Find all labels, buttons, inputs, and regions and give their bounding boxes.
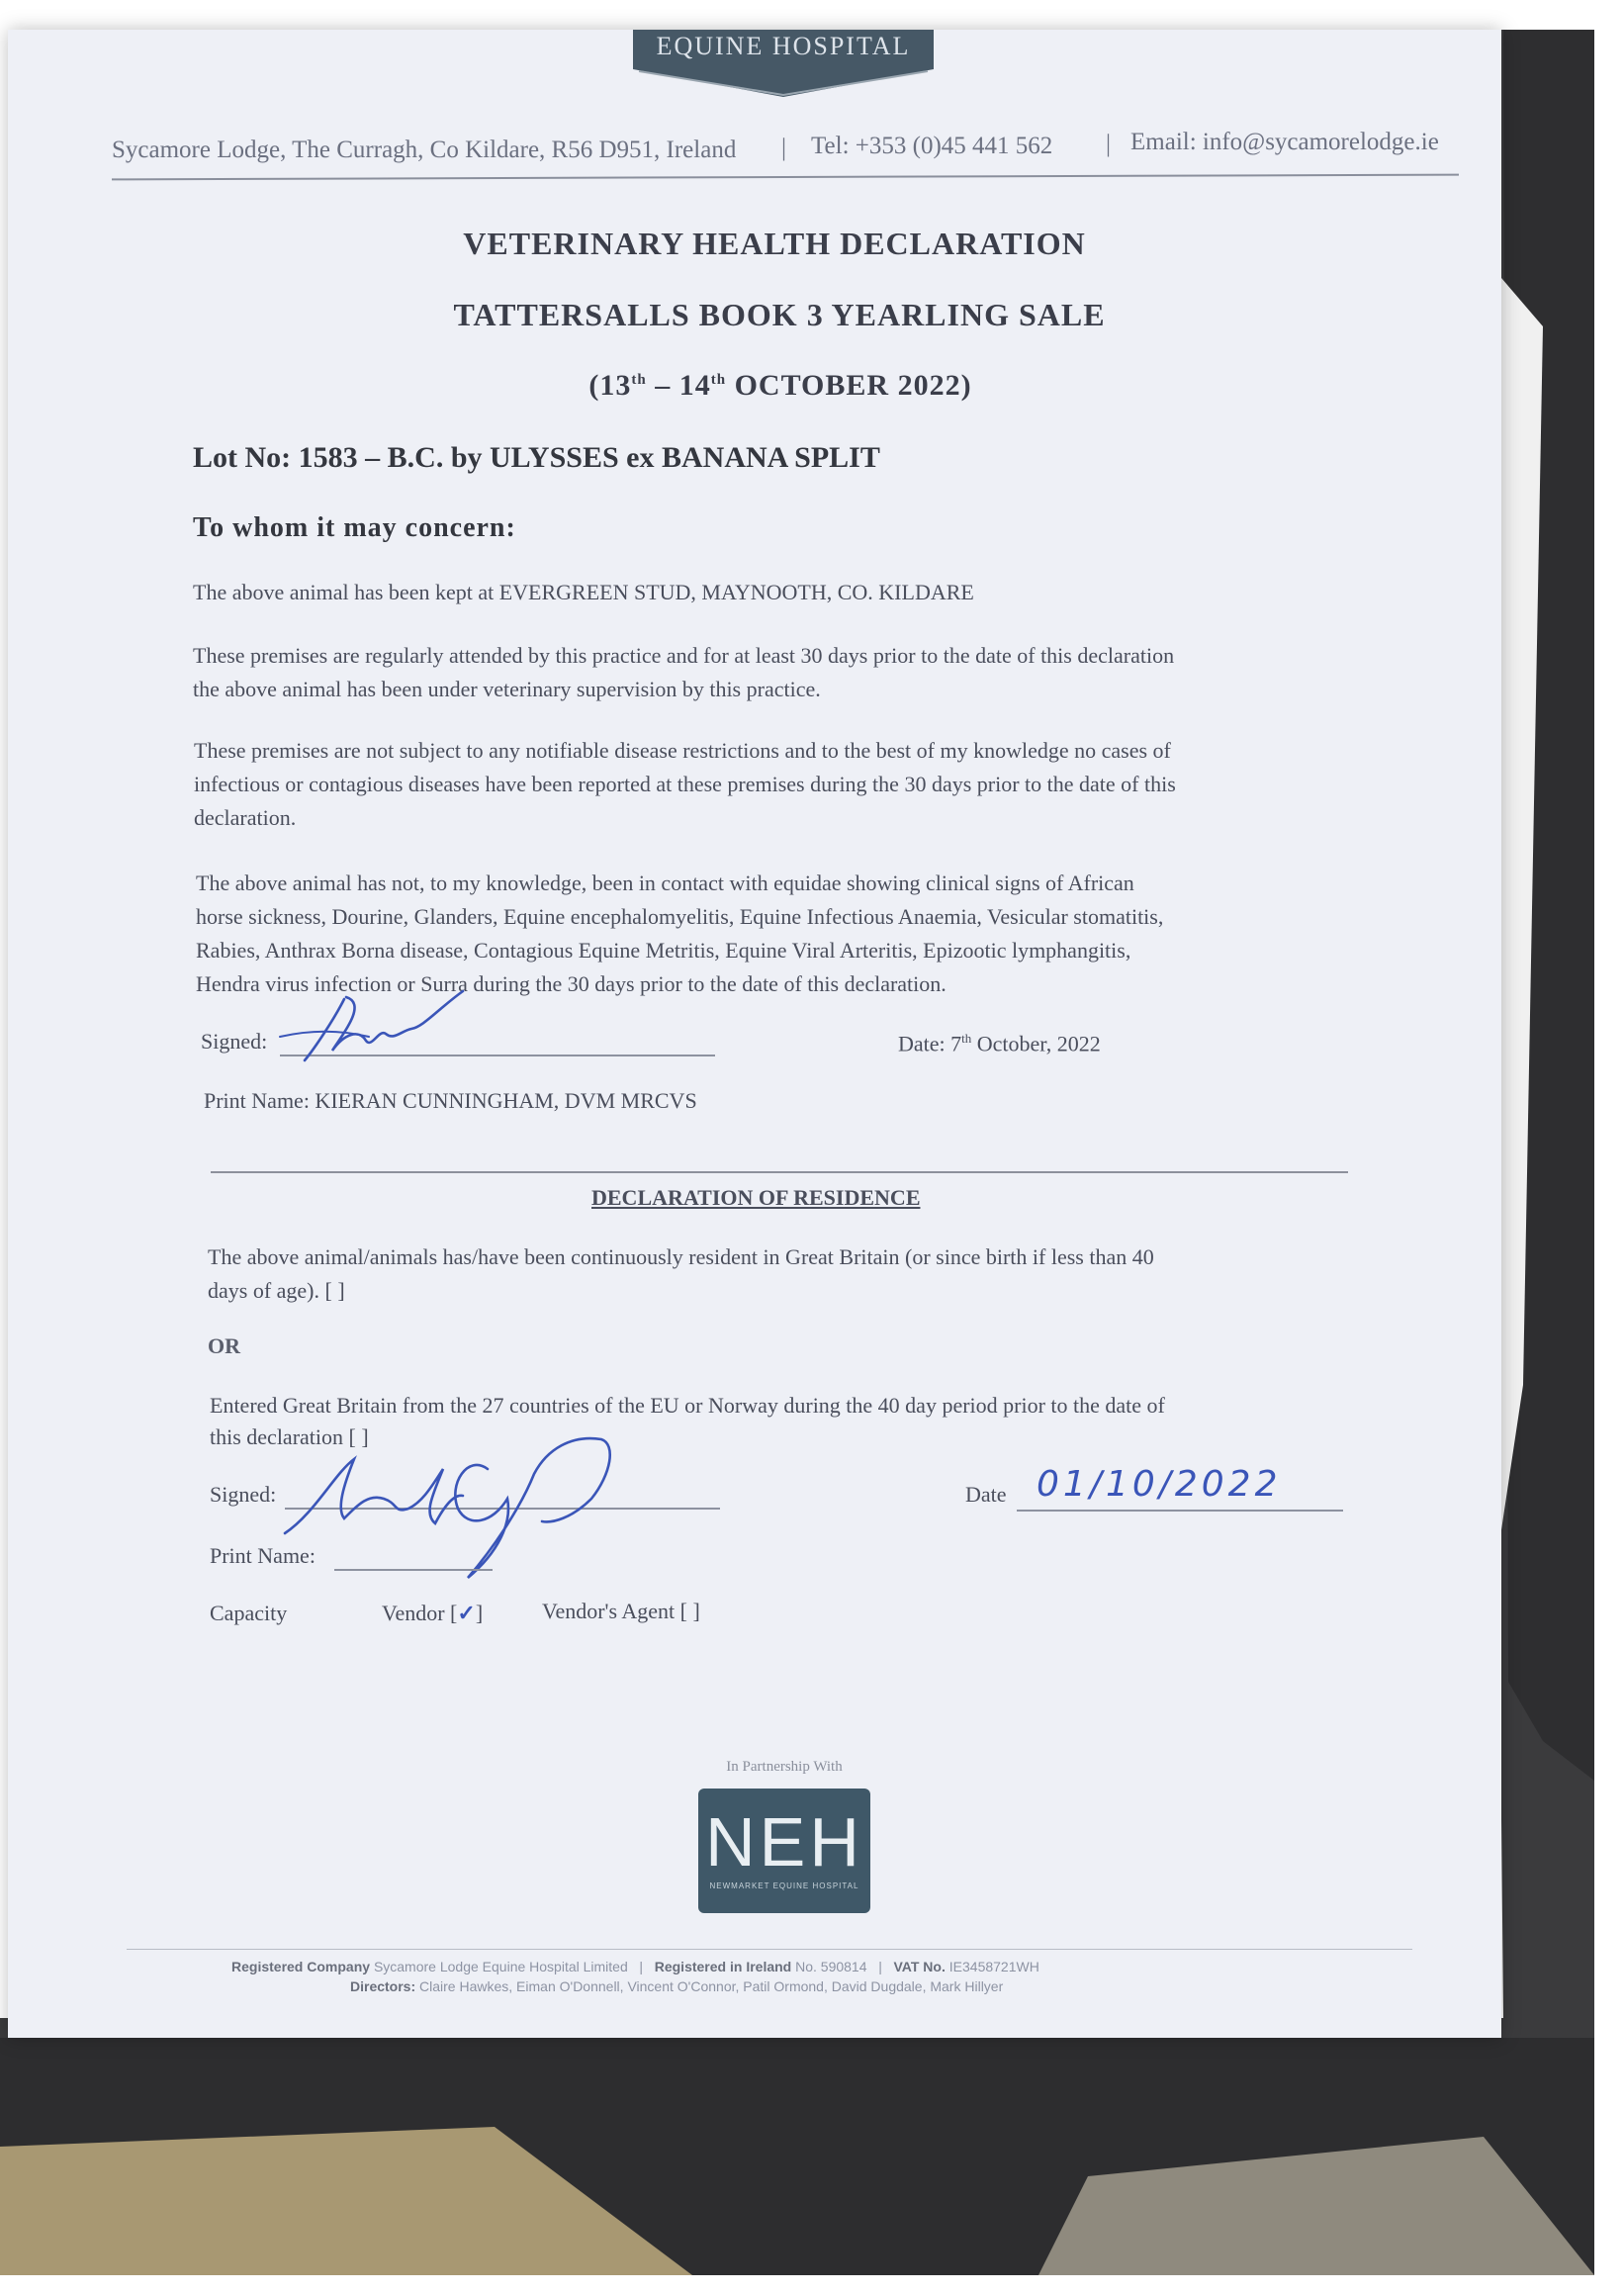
vendor-option: Vendor [✓] bbox=[382, 1601, 484, 1625]
residence-option2-line2: this declaration [ ] bbox=[210, 1424, 369, 1449]
letterhead-address: Sycamore Lodge, The Curragh, Co Kildare, R56 D951, Ireland bbox=[112, 137, 737, 163]
paragraph-contact-line2: horse sickness, Dourine, Glanders, Equine encephalomyelitis, Equine Infectious Anaemia, Vesicular stomatitis, bbox=[196, 904, 1164, 929]
residence-option1-line2: days of age). [ ] bbox=[208, 1278, 345, 1303]
paragraph-supervision-line2: the above animal has been under veterinary supervision by this practice. bbox=[193, 677, 821, 701]
vendor-handwritten-date: 01/10/2022 bbox=[1037, 1464, 1282, 1505]
section-divider bbox=[211, 1171, 1348, 1173]
vendor-check-mark-icon: ✓ bbox=[457, 1601, 476, 1625]
residence-heading: DECLARATION OF RESIDENCE bbox=[591, 1185, 921, 1210]
vet-date: Date: 7th October, 2022 bbox=[898, 1031, 1101, 1056]
paragraph-contact-line4: Hendra virus infection or Surra during the 30 days prior to the date of this declaration. bbox=[196, 971, 947, 996]
residence-option2-line1: Entered Great Britain from the 27 countries of the EU or Norway during the 40 day period prior to the date of bbox=[210, 1393, 1165, 1418]
salutation: To whom it may concern: bbox=[193, 512, 516, 543]
paragraph-restrictions-line2: infectious or contagious diseases have been reported at these premises during the 30 days prior to the date of this bbox=[194, 772, 1176, 796]
footer-registration: Registered Company Sycamore Lodge Equine Hospital Limited | Registered in Ireland No. 590814 | VAT No. IE3458721WH bbox=[231, 1959, 1039, 1974]
sale-dates: (13th – 14th OCTOBER 2022) bbox=[588, 369, 972, 402]
residence-option1-line1: The above animal/animals has/have been continuously resident in Great Britain (or since birth if less than 40 bbox=[208, 1244, 1154, 1269]
paragraph-contact-line1: The above animal has not, to my knowledge, been in contact with equidae showing clinical signs of African bbox=[196, 871, 1134, 895]
neh-logo-subtitle: NEWMARKET EQUINE HOSPITAL bbox=[709, 1881, 859, 1890]
document-subtitle: TATTERSALLS BOOK 3 YEARLING SALE bbox=[453, 297, 1106, 332]
vendor-print-name-line bbox=[334, 1569, 493, 1571]
letterhead-email: Email: info@sycamorelodge.ie bbox=[1130, 129, 1439, 155]
paragraph-restrictions-line3: declaration. bbox=[194, 805, 297, 830]
footer-rule bbox=[127, 1949, 1412, 1950]
neh-logo-text: NEH bbox=[705, 1803, 863, 1881]
paragraph-supervision-line1: These premises are regularly attended by this practice and for at least 30 days prior to the date of this declaration bbox=[193, 643, 1175, 668]
document-title: VETERINARY HEALTH DECLARATION bbox=[463, 226, 1086, 261]
vendor-agent-option: Vendor's Agent [ ] bbox=[542, 1599, 700, 1623]
vendor-date-label: Date bbox=[965, 1482, 1007, 1507]
letterhead-rule bbox=[112, 174, 1459, 181]
paragraph-restrictions-line1: These premises are not subject to any notifiable disease restrictions and to the best of my knowledge no cases of bbox=[194, 738, 1171, 763]
vet-signed-label: Signed: bbox=[201, 1029, 268, 1054]
paragraph-premises: The above animal has been kept at EVERGREEN STUD, MAYNOOTH, CO. KILDARE bbox=[193, 580, 974, 604]
footer-directors: Directors: Claire Hawkes, Eiman O'Donnell, Vincent O'Connor, Patil Ormond, David Dugdale, Mark Hillyer bbox=[350, 1978, 1004, 1994]
vet-print-name: Print Name: KIERAN CUNNINGHAM, DVM MRCVS bbox=[204, 1088, 697, 1113]
letterhead-separator: | bbox=[781, 135, 787, 161]
vendor-print-name-label: Print Name: bbox=[210, 1543, 316, 1568]
letterhead-banner-text: EQUINE HOSPITAL bbox=[656, 32, 911, 60]
letterhead-separator: | bbox=[1106, 131, 1112, 157]
vendor-handwritten-signature bbox=[275, 1415, 651, 1593]
letterhead-telephone: Tel: +353 (0)45 441 562 bbox=[811, 133, 1053, 159]
lot-number: Lot No: 1583 – B.C. by ULYSSES ex BANANA SPLIT bbox=[193, 441, 880, 474]
partnership-label: In Partnership With bbox=[726, 1759, 843, 1775]
declaration-page bbox=[8, 30, 1501, 2038]
vendor-date-line bbox=[1017, 1510, 1343, 1512]
paragraph-contact-line3: Rabies, Anthrax Borna disease, Contagious Equine Metritis, Equine Viral Arteritis, Epizootic lymphangitis, bbox=[196, 938, 1131, 963]
capacity-label: Capacity bbox=[210, 1601, 288, 1625]
vendor-signed-label: Signed: bbox=[210, 1482, 277, 1507]
residence-or: OR bbox=[208, 1333, 240, 1358]
vet-handwritten-signature bbox=[275, 979, 493, 1068]
